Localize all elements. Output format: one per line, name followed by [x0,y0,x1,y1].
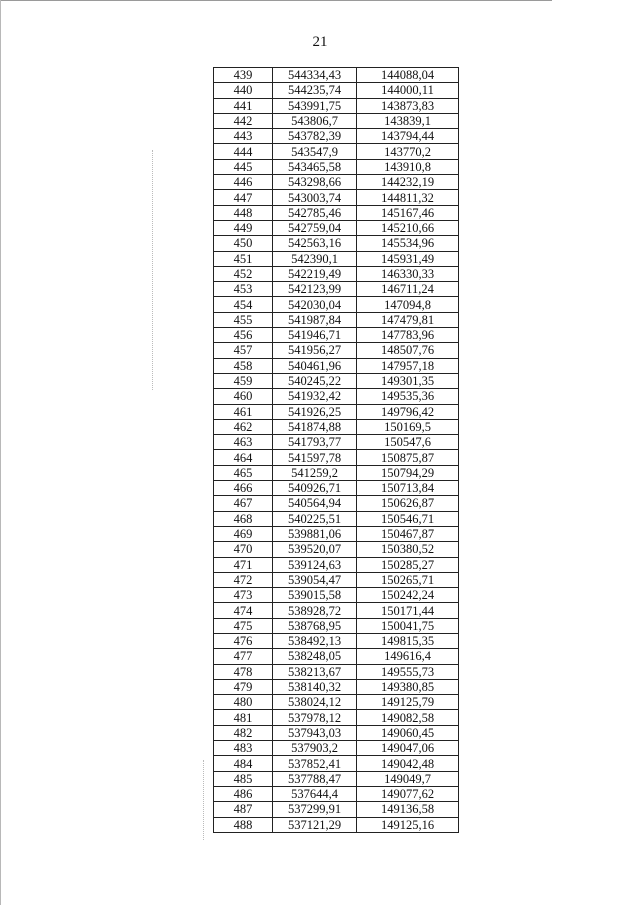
point-number-cell: 487 [214,802,273,817]
point-number-cell: 453 [214,282,273,297]
x-coordinate-cell: 538768,95 [273,618,357,633]
x-coordinate-cell: 544334,43 [273,68,357,83]
x-coordinate-cell: 541793,77 [273,435,357,450]
table-row [214,266,459,281]
point-number-cell: 464 [214,450,273,465]
table-row [214,83,459,98]
point-number-cell: 445 [214,159,273,174]
table-row [214,786,459,801]
table-row [214,129,459,144]
table-row [214,695,459,710]
y-coordinate-cell: 150169,5 [357,419,459,434]
point-number-cell: 475 [214,618,273,633]
y-coordinate-cell: 150265,71 [357,572,459,587]
point-number-cell: 485 [214,771,273,786]
y-coordinate-cell: 149077,62 [357,786,459,801]
y-coordinate-cell: 146330,33 [357,266,459,281]
point-number-cell: 470 [214,542,273,557]
table-row [214,251,459,266]
y-coordinate-cell: 143770,2 [357,144,459,159]
x-coordinate-cell: 539881,06 [273,526,357,541]
point-number-cell: 460 [214,389,273,404]
y-coordinate-cell: 149815,35 [357,633,459,648]
x-coordinate-cell: 542785,46 [273,205,357,220]
margin-mark [203,760,204,840]
table-row [214,419,459,434]
y-coordinate-cell: 149616,4 [357,649,459,664]
point-number-cell: 459 [214,373,273,388]
point-number-cell: 472 [214,572,273,587]
y-coordinate-cell: 144811,32 [357,190,459,205]
x-coordinate-cell: 542030,04 [273,297,357,312]
y-coordinate-cell: 150546,71 [357,511,459,526]
y-coordinate-cell: 150242,24 [357,588,459,603]
y-coordinate-cell: 149042,48 [357,756,459,771]
y-coordinate-cell: 149060,45 [357,725,459,740]
y-coordinate-cell: 143873,83 [357,98,459,113]
table-row [214,557,459,572]
y-coordinate-cell: 149049,7 [357,771,459,786]
x-coordinate-cell: 543806,7 [273,113,357,128]
table-row [214,312,459,327]
x-coordinate-cell: 543782,39 [273,129,357,144]
page-left-border [0,0,1,905]
x-coordinate-cell: 539054,47 [273,572,357,587]
table-row [214,159,459,174]
y-coordinate-cell: 150467,87 [357,526,459,541]
x-coordinate-cell: 541597,78 [273,450,357,465]
table-row [214,511,459,526]
y-coordinate-cell: 143839,1 [357,113,459,128]
x-coordinate-cell: 537121,29 [273,817,357,832]
point-number-cell: 458 [214,358,273,373]
point-number-cell: 465 [214,465,273,480]
point-number-cell: 447 [214,190,273,205]
y-coordinate-cell: 150875,87 [357,450,459,465]
table-row [214,465,459,480]
table-row [214,282,459,297]
table-row [214,633,459,648]
point-number-cell: 455 [214,312,273,327]
y-coordinate-cell: 145210,66 [357,220,459,235]
point-number-cell: 468 [214,511,273,526]
point-number-cell: 446 [214,175,273,190]
table-row [214,358,459,373]
table-row [214,373,459,388]
point-number-cell: 443 [214,129,273,144]
x-coordinate-cell: 543003,74 [273,190,357,205]
table-row [214,389,459,404]
table-row [214,664,459,679]
x-coordinate-cell: 544235,74 [273,83,357,98]
table-row [214,435,459,450]
table-row [214,297,459,312]
x-coordinate-cell: 541259,2 [273,465,357,480]
x-coordinate-cell: 538140,32 [273,679,357,694]
y-coordinate-cell: 146711,24 [357,282,459,297]
y-coordinate-cell: 147479,81 [357,312,459,327]
y-coordinate-cell: 147783,96 [357,328,459,343]
table-row [214,756,459,771]
y-coordinate-cell: 145167,46 [357,205,459,220]
y-coordinate-cell: 149125,16 [357,817,459,832]
point-number-cell: 461 [214,404,273,419]
point-number-cell: 450 [214,236,273,251]
x-coordinate-cell: 541874,88 [273,419,357,434]
point-number-cell: 440 [214,83,273,98]
page-top-border [0,0,552,1]
x-coordinate-cell: 537978,12 [273,710,357,725]
point-number-cell: 444 [214,144,273,159]
point-number-cell: 484 [214,756,273,771]
coordinates-table [213,67,459,833]
x-coordinate-cell: 537943,03 [273,725,357,740]
table-row [214,236,459,251]
point-number-cell: 441 [214,98,273,113]
y-coordinate-cell: 150547,6 [357,435,459,450]
x-coordinate-cell: 541946,71 [273,328,357,343]
x-coordinate-cell: 542219,49 [273,266,357,281]
y-coordinate-cell: 150713,84 [357,481,459,496]
x-coordinate-cell: 537788,47 [273,771,357,786]
y-coordinate-cell: 150171,44 [357,603,459,618]
x-coordinate-cell: 541987,84 [273,312,357,327]
table-row [214,68,459,83]
point-number-cell: 479 [214,679,273,694]
y-coordinate-cell: 149301,35 [357,373,459,388]
x-coordinate-cell: 540461,96 [273,358,357,373]
y-coordinate-cell: 150380,52 [357,542,459,557]
point-number-cell: 467 [214,496,273,511]
y-coordinate-cell: 149380,85 [357,679,459,694]
point-number-cell: 451 [214,251,273,266]
point-number-cell: 481 [214,710,273,725]
x-coordinate-cell: 540564,94 [273,496,357,511]
x-coordinate-cell: 539520,07 [273,542,357,557]
y-coordinate-cell: 143910,8 [357,159,459,174]
x-coordinate-cell: 538492,13 [273,633,357,648]
table-row [214,771,459,786]
x-coordinate-cell: 541926,25 [273,404,357,419]
table-row [214,144,459,159]
x-coordinate-cell: 537644,4 [273,786,357,801]
table-row [214,741,459,756]
x-coordinate-cell: 541932,42 [273,389,357,404]
y-coordinate-cell: 149047,06 [357,741,459,756]
point-number-cell: 482 [214,725,273,740]
page-number: 21 [312,34,328,50]
x-coordinate-cell: 543465,58 [273,159,357,174]
table-row [214,404,459,419]
x-coordinate-cell: 542123,99 [273,282,357,297]
x-coordinate-cell: 538248,05 [273,649,357,664]
table-row [214,603,459,618]
y-coordinate-cell: 144000,11 [357,83,459,98]
coordinates-table-body [214,68,459,833]
y-coordinate-cell: 149125,79 [357,695,459,710]
point-number-cell: 449 [214,220,273,235]
y-coordinate-cell: 148507,76 [357,343,459,358]
y-coordinate-cell: 150285,27 [357,557,459,572]
y-coordinate-cell: 147957,18 [357,358,459,373]
table-row [214,113,459,128]
x-coordinate-cell: 541956,27 [273,343,357,358]
x-coordinate-cell: 543547,9 [273,144,357,159]
y-coordinate-cell: 150794,29 [357,465,459,480]
x-coordinate-cell: 542390,1 [273,251,357,266]
point-number-cell: 486 [214,786,273,801]
y-coordinate-cell: 144088,04 [357,68,459,83]
point-number-cell: 456 [214,328,273,343]
x-coordinate-cell: 537903,2 [273,741,357,756]
y-coordinate-cell: 147094,8 [357,297,459,312]
table-row [214,175,459,190]
point-number-cell: 480 [214,695,273,710]
table-row [214,710,459,725]
x-coordinate-cell: 542563,16 [273,236,357,251]
table-row [214,496,459,511]
table-row [214,328,459,343]
table-row [214,618,459,633]
table-row [214,526,459,541]
table-row [214,802,459,817]
table-row [214,725,459,740]
x-coordinate-cell: 540245,22 [273,373,357,388]
y-coordinate-cell: 144232,19 [357,175,459,190]
y-coordinate-cell: 145931,49 [357,251,459,266]
point-number-cell: 477 [214,649,273,664]
point-number-cell: 469 [214,526,273,541]
table-row [214,450,459,465]
point-number-cell: 488 [214,817,273,832]
y-coordinate-cell: 143794,44 [357,129,459,144]
point-number-cell: 448 [214,205,273,220]
point-number-cell: 478 [214,664,273,679]
table-row [214,572,459,587]
x-coordinate-cell: 538928,72 [273,603,357,618]
table-row [214,190,459,205]
table-row [214,542,459,557]
x-coordinate-cell: 540225,51 [273,511,357,526]
point-number-cell: 483 [214,741,273,756]
table-row [214,98,459,113]
table-row [214,220,459,235]
x-coordinate-cell: 543991,75 [273,98,357,113]
table-row [214,588,459,603]
table-row [214,817,459,832]
point-number-cell: 442 [214,113,273,128]
y-coordinate-cell: 149555,73 [357,664,459,679]
table-row [214,205,459,220]
table-row [214,649,459,664]
y-coordinate-cell: 149796,42 [357,404,459,419]
point-number-cell: 471 [214,557,273,572]
x-coordinate-cell: 539015,58 [273,588,357,603]
x-coordinate-cell: 537852,41 [273,756,357,771]
x-coordinate-cell: 539124,63 [273,557,357,572]
point-number-cell: 454 [214,297,273,312]
point-number-cell: 466 [214,481,273,496]
x-coordinate-cell: 538024,12 [273,695,357,710]
point-number-cell: 474 [214,603,273,618]
point-number-cell: 463 [214,435,273,450]
point-number-cell: 462 [214,419,273,434]
y-coordinate-cell: 149082,58 [357,710,459,725]
margin-mark [152,150,153,390]
x-coordinate-cell: 540926,71 [273,481,357,496]
table-row [214,481,459,496]
x-coordinate-cell: 537299,91 [273,802,357,817]
x-coordinate-cell: 542759,04 [273,220,357,235]
point-number-cell: 473 [214,588,273,603]
y-coordinate-cell: 150041,75 [357,618,459,633]
y-coordinate-cell: 150626,87 [357,496,459,511]
y-coordinate-cell: 149535,36 [357,389,459,404]
x-coordinate-cell: 538213,67 [273,664,357,679]
y-coordinate-cell: 149136,58 [357,802,459,817]
point-number-cell: 452 [214,266,273,281]
y-coordinate-cell: 145534,96 [357,236,459,251]
x-coordinate-cell: 543298,66 [273,175,357,190]
point-number-cell: 439 [214,68,273,83]
table-row [214,343,459,358]
table-row [214,679,459,694]
point-number-cell: 457 [214,343,273,358]
point-number-cell: 476 [214,633,273,648]
